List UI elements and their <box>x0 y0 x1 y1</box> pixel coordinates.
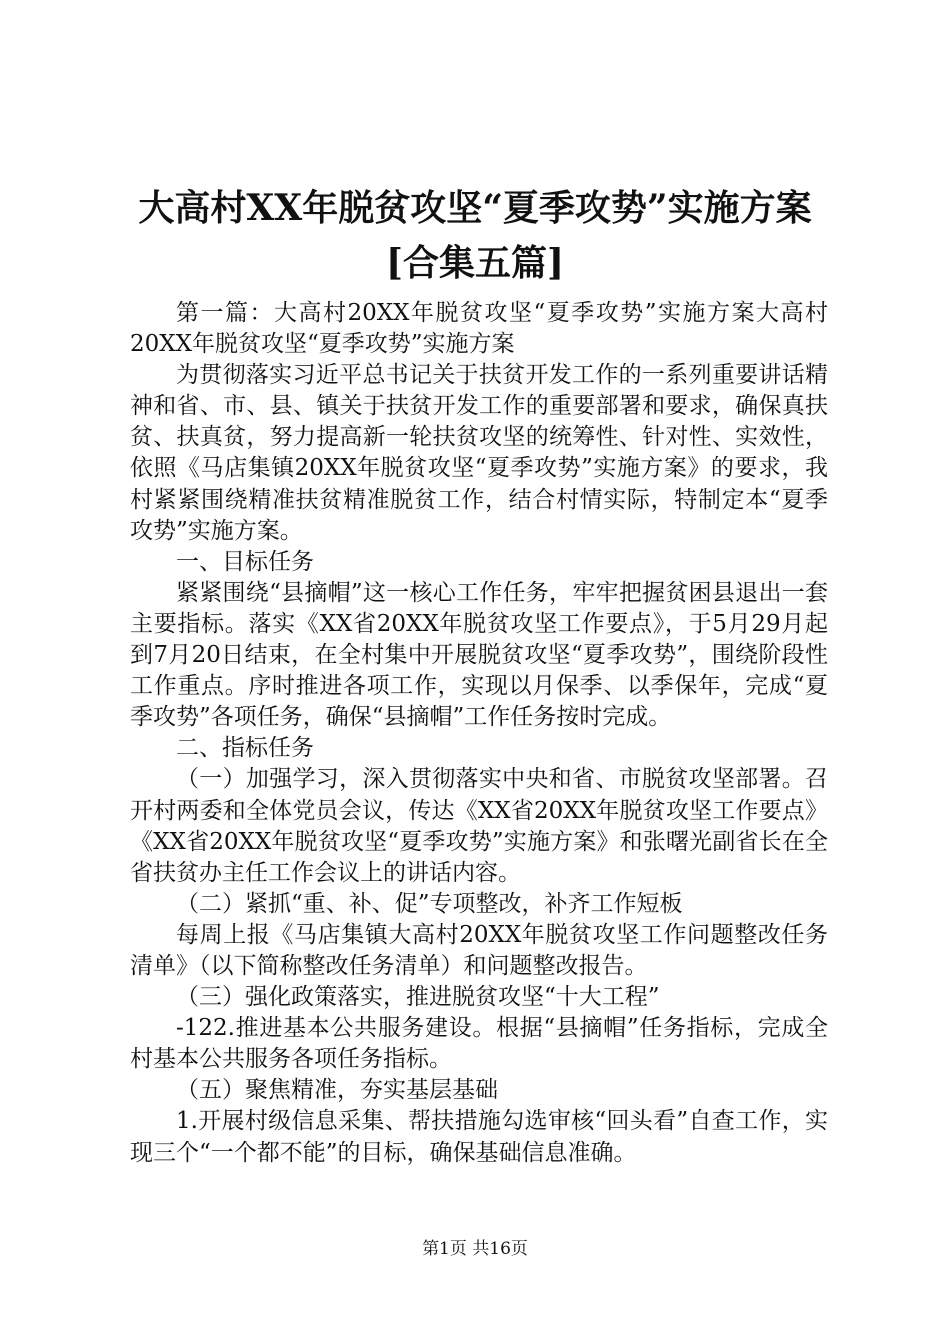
subsection-heading: （三）强化政策落实，推进脱贫攻坚“十大工程” <box>176 984 660 1011</box>
paragraph: （一）加强学习，深入贯彻落实中央和省、市脱贫攻坚部署。召开村两委和全体党员会议，传达《XX省20XX年脱贫攻坚工作要点》《XX省20XX年脱贫攻坚“夏季攻势”实施方案》和张曙光副省长在全省扶贫办主任工作会议上的讲话内容。 <box>130 766 828 886</box>
paragraph: 1.开展村级信息采集、帮扶措施勾选审核“回头看”自查工作，实现三个“一个都不能”的目标，确保基础信息准确。 <box>130 1108 828 1166</box>
document-subtitle: [合集五篇] <box>385 242 565 284</box>
paragraph: 为贯彻落实习近平总书记关于扶贫开发工作的一系列重要讲话精神和省、市、县、镇关于扶贫开发工作的重要部署和要求，确保真扶贫、扶真贫，努力提高新一轮扶贫攻坚的统筹性、针对性、实效性，依照《马店集镇20XX年脱贫攻坚“夏季攻势”实施方案》的要求，我村紧紧围绕精准扶贫精准脱贫工作，结合村情实际，特制定本“夏季攻势”实施方案。 <box>130 362 828 544</box>
document-title: 大高村XX年脱贫攻坚“夏季攻势”实施方案 <box>138 187 812 229</box>
document-body <box>130 298 828 1169</box>
subsection-heading: （五）聚焦精准，夯实基层基础 <box>176 1077 498 1104</box>
subsection-heading: （二）紧抓“重、补、促”专项整改，补齐工作短板 <box>176 890 683 917</box>
section-heading: 一、目标任务 <box>176 548 314 575</box>
paragraph: 第一篇：大高村20XX年脱贫攻坚“夏季攻势”实施方案大高村20XX年脱贫攻坚“夏季攻势”实施方案 <box>130 300 828 358</box>
page-number: 第1页 共16页 <box>422 1239 528 1259</box>
paragraph: 紧紧围绕“县摘帽”这一核心工作任务，牢牢把握贫困县退出一套主要指标。落实《XX省20XX年脱贫攻坚工作要点》，于5月29月起到7月20日结束，在全村集中开展脱贫攻坚“夏季攻势”，围绕阶段性工作重点。序时推进各项工作，实现以月保季、以季保年，完成“夏季攻势”各项任务，确保“县摘帽”工作任务按时完成。 <box>130 579 828 731</box>
paragraph: 每周上报《马店集镇大高村20XX年脱贫攻坚工作问题整改任务清单》（以下简称整改任务清单）和问题整改报告。 <box>130 921 828 979</box>
paragraph: -122.推进基本公共服务建设。根据“县摘帽”任务指标，完成全村基本公共服务各项任务指标。 <box>130 1015 828 1073</box>
section-heading: 二、指标任务 <box>176 735 314 762</box>
